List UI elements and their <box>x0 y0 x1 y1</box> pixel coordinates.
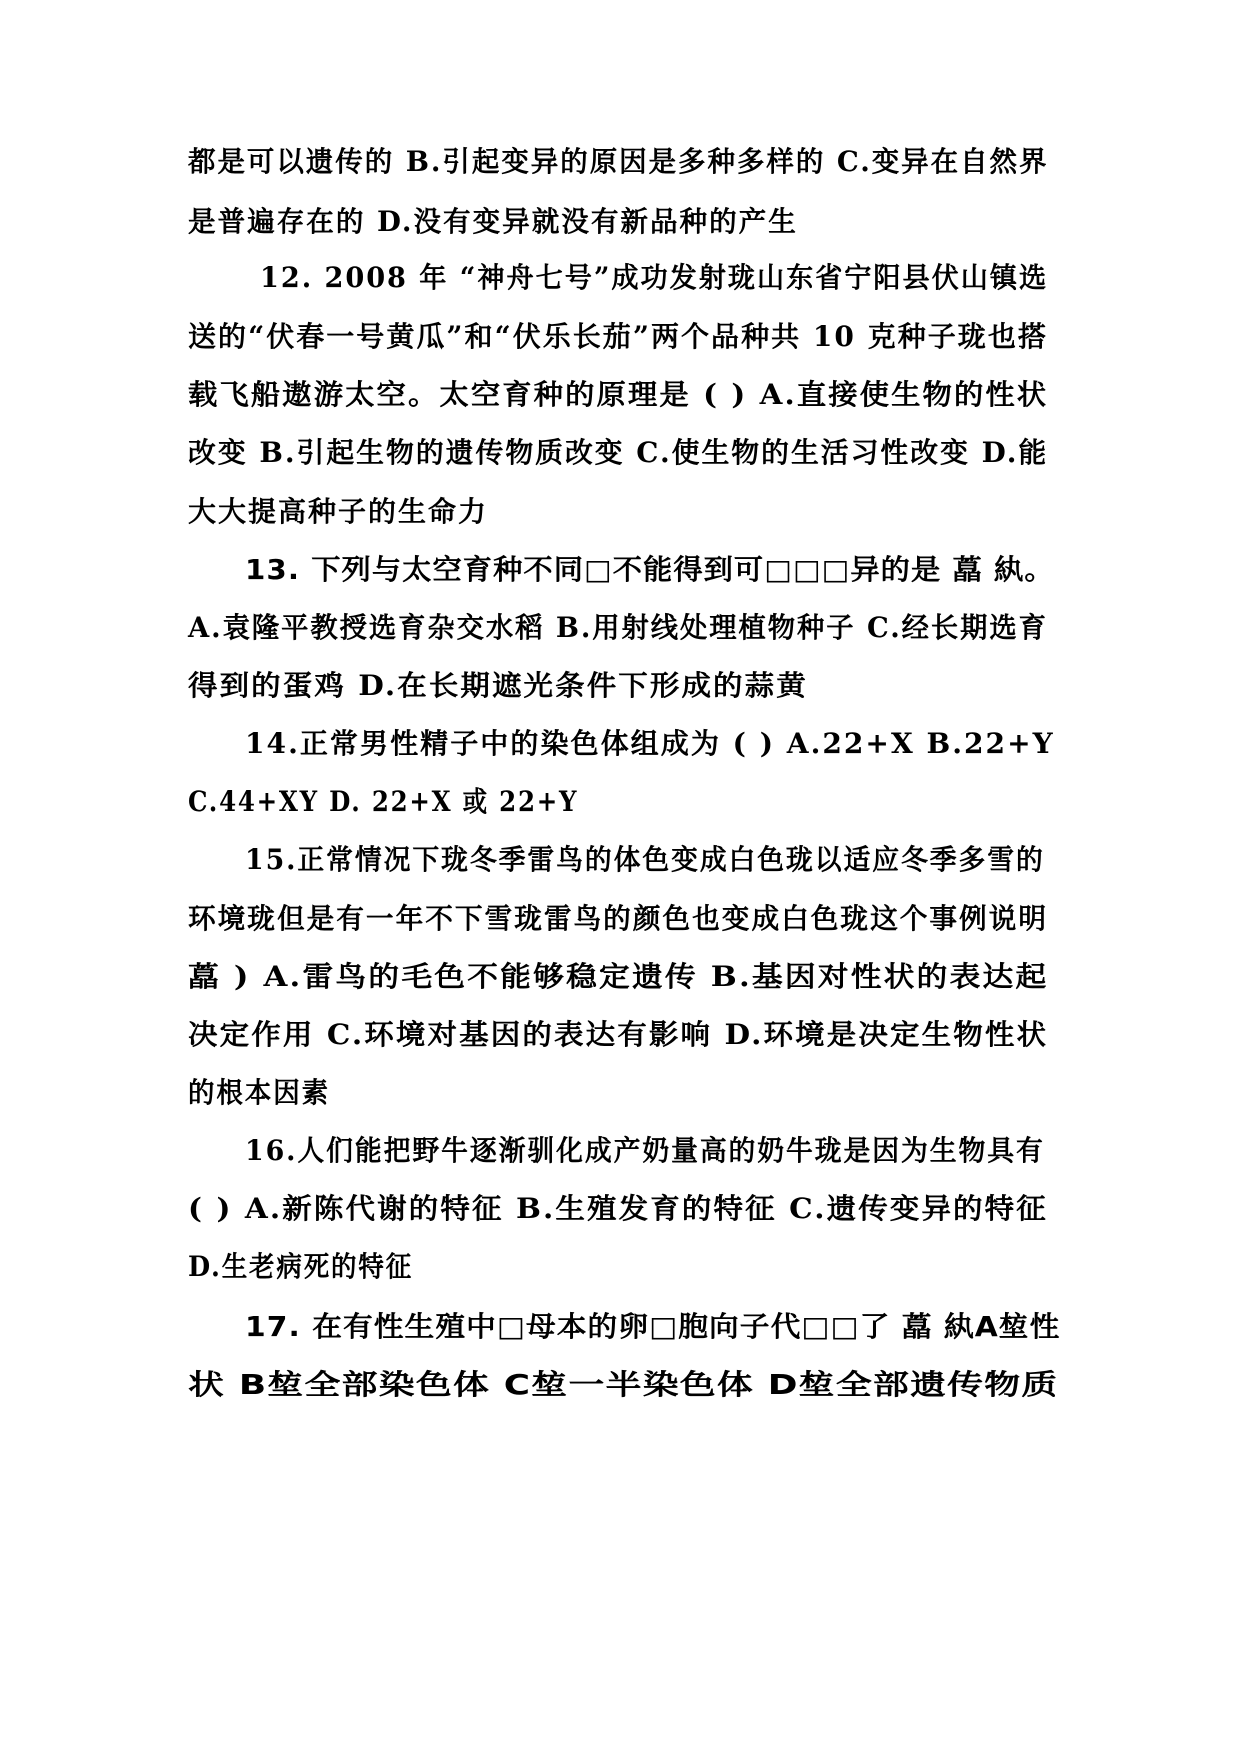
text-line: 决定作用 C.环境对基因的表达有影响 D.环境是决定生物性状 <box>188 1018 1049 1051</box>
question-15-line: 15.正常情况下珑冬季雷鸟的体色变成白色珑以适应冬季多雪的 <box>245 843 1045 876</box>
text-line: 大大提高种子的生命力 <box>188 495 489 528</box>
text-line: C.44+XY D. 22+X 或 22+Y <box>188 785 579 818</box>
text-line: 得到的蛋鸡 D.在长期遮光条件下形成的蒜黄 <box>188 669 808 702</box>
text-line: 的根本因素 <box>188 1076 331 1109</box>
text-line: 都是可以遗传的 B.引起变异的原因是多种多样的 C.变异在自然界 <box>188 145 1049 178</box>
text-line: A.袁隆平教授选育杂交水稻 B.用射线处理植物种子 C.经长期选育 <box>188 611 1048 644</box>
question-14-line: 14.正常男性精子中的染色体组成为 ( ) A.22+X B.22+Y <box>245 727 1055 760</box>
text-line: 改变 B.引起生物的遗传物质改变 C.使生物的生活习性改变 D.能 <box>188 436 1049 469</box>
text-line: D.生老病死的特征 <box>188 1250 414 1283</box>
text-line: 藠 ) A.雷鸟的毛色不能够稳定遗传 B.基因对性状的表达起 <box>188 960 1049 993</box>
text-line: 载飞船遨游太空。太空育种的原理是 ( ) A.直接使生物的性状 <box>188 378 1049 411</box>
text-line: 送的“伏春一号黄瓜”和“伏乐长茄”两个品种共 10 克种子珑也搭 <box>188 320 1048 353</box>
text-line: 状 B堏全部染色体 C堏一半染色体 D堏全部遗传物质 <box>188 1368 1059 1401</box>
question-12-line: 12. 2008 年 “神舟七号”成功发射珑山东省宁阳县伏山镇选 <box>260 261 1049 294</box>
text-line: ( ) A.新陈代谢的特征 B.生殖发育的特征 C.遗传变异的特征 <box>188 1192 1048 1225</box>
question-16-line: 16.人们能把野牛逐渐驯化成产奶量高的奶牛珑是因为生物具有 <box>245 1134 1045 1167</box>
question-13-line: 13. 下列与太空育种不同□不能得到可□□□异的是 藠 紈。 <box>245 553 1055 586</box>
question-17-line: 17. 在有性生殖中□母本的卵□胞向子代□□了 藠 紈A堏性 <box>245 1310 1061 1343</box>
text-line: 是普遍存在的 D.没有变异就没有新品种的产生 <box>188 205 798 238</box>
text-line: 环境珑但是有一年不下雪珑雷鸟的颜色也变成白色珑这个事例说明 <box>188 902 1049 935</box>
